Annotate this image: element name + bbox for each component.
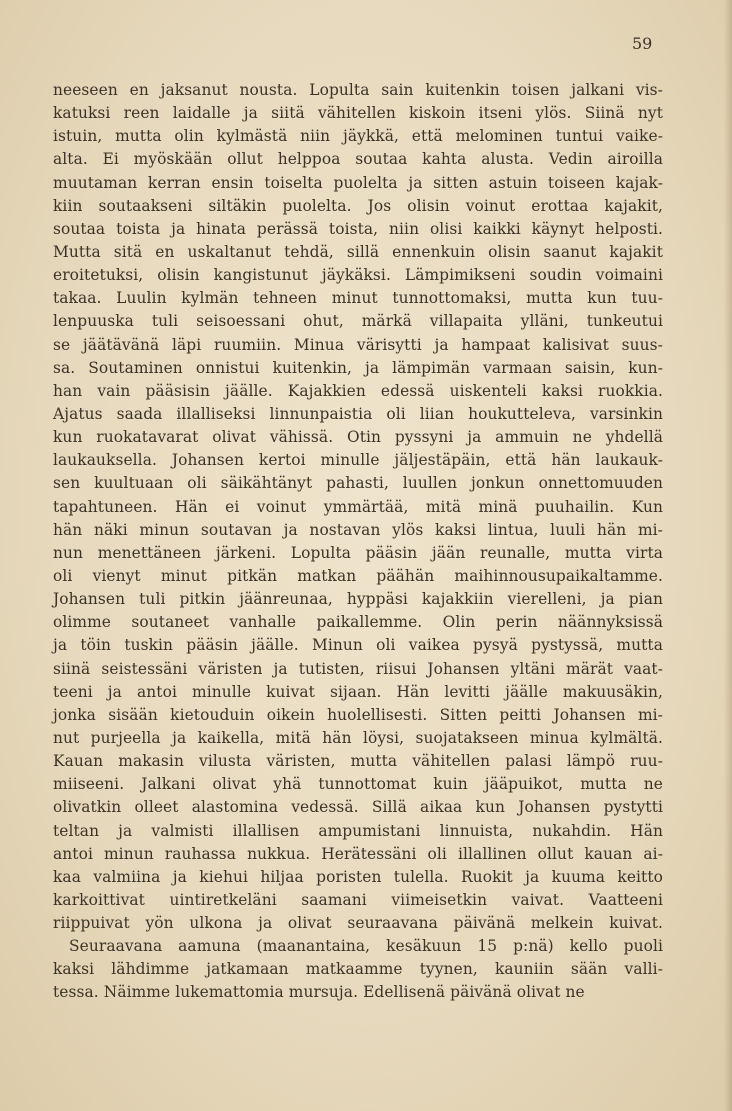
text-line: eroitetuksi, olisin kangistunut jäykäksi. Lämpimikseni soudin voimaini [53,266,663,285]
text-line: soutaa toista ja hinata perässä toista, niin olisi kaikki käynyt helposti. [53,219,663,238]
text-line: sen kuultuaan oli säikähtänyt pahasti, luullen jonkun onnettomuuden [53,474,663,493]
body-text [53,79,663,1005]
text-line: Ajatus saada illalliseksi linnunpaistia oli liian houkutteleva, varsinkin [53,404,663,423]
text-line: lenpuuska tuli seisoessani ohut, märkä villapaita ylläni, tunkeutui [53,312,663,331]
text-line: oli vienyt minut pitkän matkan päähän maihinnousupaikaltamme. [53,566,663,585]
text-line: nun menettäneen järkeni. Lopulta pääsin jään reunalle, mutta virta [53,543,663,562]
text-line: olivatkin olleet alastomina vedessä. Sillä aikaa kun Johansen pystytti [53,798,663,817]
text-line: kun ruokatavarat olivat vähissä. Otin pyssyni ja ammuin ne yhdellä [53,428,663,447]
text-line: Mutta sitä en uskaltanut tehdä, sillä ennenkuin olisin saanut kajakit [53,242,663,261]
text-line: riippuivat yön ulkona ja olivat seuraavana päivänä melkein kuivat. [53,914,663,933]
text-line: sa. Soutaminen onnistui kuitenkin, ja lämpimän varmaan saisin, kun- [53,358,663,377]
text-line: han vain pääsisin jäälle. Kajakkien edessä uiskenteli kaksi ruokkia. [53,381,663,400]
text-line: karkoittivat uintiretkeläni saamani viimeisetkin vaivat. Vaatteeni [53,890,663,909]
text-line: kiin soutaakseni siltäkin puolelta. Jos olisin voinut erottaa kajakit, [53,196,663,215]
text-line: kaksi lähdimme jatkamaan matkaamme tyynen, kauniin sään valli- [53,960,663,979]
text-line: tessa. Näimme lukemattomia mursuja. Edellisenä päivänä olivat ne [53,983,585,1002]
text-line: antoi minun rauhassa nukkua. Herätessäni oli illallinen ollut kauan ai- [53,844,663,863]
text-line: katuksi reen laidalle ja siitä vähitellen kiskoin itseni ylös. Siinä nyt [53,104,663,123]
text-line: takaa. Luulin kylmän tehneen minut tunnottomaksi, mutta kun tuu- [53,289,663,308]
text-line: tapahtuneen. Hän ei voinut ymmärtää, mitä minä puuhailin. Kun [53,497,663,516]
text-line: Seuraavana aamuna (maanantaina, kesäkuun 15 p:nä) kello puoli [69,937,663,956]
text-line: alta. Ei myöskään ollut helppoa soutaa kahta alusta. Vedin airoilla [53,150,663,169]
text-line: nut purjeella ja kaikella, mitä hän löysi, suojatakseen minua kylmältä. [53,728,663,747]
text-line: neeseen en jaksanut nousta. Lopulta sain kuitenkin toisen jalkani vis- [53,81,663,99]
text-line: laukauksella. Johansen kertoi minulle jäljestäpäin, että hän laukauk- [53,451,663,470]
text-line: miiseeni. Jalkani olivat yhä tunnottomat kuin jääpuikot, mutta ne [53,775,663,794]
text-line: siinä seistessäni väristen ja tutisten, riisui Johansen yltäni märät vaat- [53,659,663,678]
text-line: muutaman kerran ensin toiselta puolelta ja sitten astuin toiseen kajak- [53,173,663,192]
text-line: olimme soutaneet vanhalle paikallemme. Olin perin näännyksissä [53,613,663,632]
page-number: 59 [632,34,653,53]
text-line: Kauan makasin vilusta väristen, mutta vähitellen palasi lämpö ruu- [53,752,663,771]
text-line: ja töin tuskin pääsin jäälle. Minun oli vaikea pysyä pystyssä, mutta [53,636,663,655]
text-line: jonka sisään kietouduin oikein huolellisesti. Sitten peitti Johansen mi- [53,705,663,724]
page-edge-shadow [724,0,732,1111]
text-line: teltan ja valmisti illallisen ampumistani linnuista, nukahdin. Hän [53,821,663,840]
text-line: teeni ja antoi minulle kuivat sijaan. Hän levitti jäälle makuusäkin, [53,682,663,701]
text-line: hän näki minun soutavan ja nostavan ylös kaksi lintua, luuli hän mi- [53,520,663,539]
text-line: istuin, mutta olin kylmästä niin jäykkä, että melominen tuntui vaike- [53,127,663,146]
text-line: Johansen tuli pitkin jäänreunaa, hyppäsi kajakkiin vierelleni, ja pian [53,590,663,609]
text-line: kaa valmiina ja kiehui hiljaa poristen tulella. Ruokit ja kuuma keitto [53,867,663,886]
text-line: se jäätävänä läpi ruumiin. Minua värisytti ja hampaat kalisivat suus- [53,335,663,354]
